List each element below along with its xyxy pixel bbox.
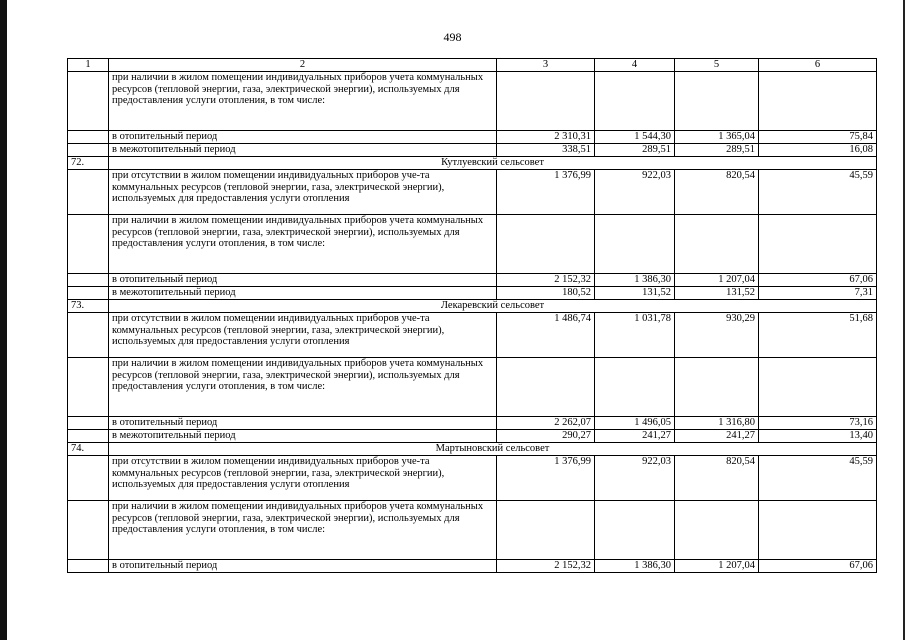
table-row	[68, 456, 877, 501]
value-cell: 73,16	[759, 417, 877, 430]
table-row	[68, 430, 877, 443]
value-cell	[675, 501, 759, 560]
indicator-cell: в отопительный период	[109, 560, 497, 573]
value-cell: 2 152,32	[497, 560, 595, 573]
value-cell: 1 376,99	[497, 456, 595, 501]
indicator-cell: в отопительный период	[109, 131, 497, 144]
value-cell: 13,40	[759, 430, 877, 443]
value-cell: 289,51	[595, 144, 675, 157]
header-cell: 5	[675, 59, 759, 72]
table-row	[68, 417, 877, 430]
section-number: 73.	[68, 300, 109, 313]
value-cell	[595, 72, 675, 131]
section-row	[68, 157, 877, 170]
value-cell: 45,59	[759, 456, 877, 501]
value-cell: 45,59	[759, 170, 877, 215]
value-cell: 1 031,78	[595, 313, 675, 358]
value-cell	[759, 72, 877, 131]
value-cell: 1 207,04	[675, 560, 759, 573]
value-cell: 922,03	[595, 456, 675, 501]
section-number: 74.	[68, 443, 109, 456]
table-row	[68, 170, 877, 215]
index-cell	[68, 131, 109, 144]
table-row	[68, 131, 877, 144]
table-row	[68, 287, 877, 300]
index-cell	[68, 72, 109, 131]
section-number: 72.	[68, 157, 109, 170]
value-cell	[595, 358, 675, 417]
indicator-cell: при отсутствии в жилом помещении индивидуальных приборов уче-та коммунальных ресурсов (тепловой энергии, газа, электрической энергии), используемых для предоставления услуги отопления	[109, 456, 497, 501]
index-cell	[68, 215, 109, 274]
value-cell: 67,06	[759, 560, 877, 573]
table-row	[68, 560, 877, 573]
value-cell: 922,03	[595, 170, 675, 215]
value-cell: 131,52	[675, 287, 759, 300]
index-cell	[68, 358, 109, 417]
header-cell: 3	[497, 59, 595, 72]
indicator-cell: в отопительный период	[109, 274, 497, 287]
value-cell: 1 486,74	[497, 313, 595, 358]
value-cell	[675, 215, 759, 274]
index-cell	[68, 560, 109, 573]
table-row	[68, 72, 877, 131]
section-row	[68, 443, 877, 456]
index-cell	[68, 456, 109, 501]
value-cell: 289,51	[675, 144, 759, 157]
tariff-table	[67, 58, 877, 573]
indicator-cell: при наличии в жилом помещении индивидуальных приборов учета коммунальных ресурсов (тепловой энергии, газа, электрической энергии), используемых для предоставления услуги отопления, в том числе:	[109, 358, 497, 417]
value-cell: 67,06	[759, 274, 877, 287]
header-cell: 1	[68, 59, 109, 72]
index-cell	[68, 417, 109, 430]
index-cell	[68, 501, 109, 560]
indicator-cell: при наличии в жилом помещении индивидуальных приборов учета коммунальных ресурсов (тепловой энергии, газа, электрической энергии), используемых для предоставления услуги отопления, в том числе:	[109, 501, 497, 560]
value-cell: 75,84	[759, 131, 877, 144]
value-cell	[497, 215, 595, 274]
value-cell: 16,08	[759, 144, 877, 157]
value-cell	[595, 501, 675, 560]
header-cell: 4	[595, 59, 675, 72]
value-cell: 1 316,80	[675, 417, 759, 430]
table-row	[68, 501, 877, 560]
indicator-cell: в межотопительный период	[109, 144, 497, 157]
section-title: Лекаревский сельсовет	[109, 300, 877, 313]
section-title: Кутлуевский сельсовет	[109, 157, 877, 170]
value-cell	[759, 358, 877, 417]
index-cell	[68, 287, 109, 300]
indicator-cell: при наличии в жилом помещении индивидуальных приборов учета коммунальных ресурсов (тепловой энергии, газа, электрической энергии), используемых для предоставления услуги отопления, в том числе:	[109, 215, 497, 274]
value-cell: 2 310,31	[497, 131, 595, 144]
index-cell	[68, 170, 109, 215]
value-cell	[675, 72, 759, 131]
value-cell	[497, 358, 595, 417]
value-cell: 1 207,04	[675, 274, 759, 287]
value-cell: 2 152,32	[497, 274, 595, 287]
value-cell	[595, 215, 675, 274]
indicator-cell: в межотопительный период	[109, 430, 497, 443]
table-row	[68, 274, 877, 287]
value-cell: 180,52	[497, 287, 595, 300]
section-row	[68, 300, 877, 313]
value-cell: 131,52	[595, 287, 675, 300]
indicator-cell: при наличии в жилом помещении индивидуальных приборов учета коммунальных ресурсов (тепловой энергии, газа, электрической энергии), используемых для предоставления услуги отопления, в том числе:	[109, 72, 497, 131]
value-cell: 338,51	[497, 144, 595, 157]
value-cell: 1 386,30	[595, 560, 675, 573]
header-cell: 6	[759, 59, 877, 72]
value-cell	[497, 501, 595, 560]
value-cell	[675, 358, 759, 417]
value-cell: 2 262,07	[497, 417, 595, 430]
header-cell: 2	[109, 59, 497, 72]
value-cell: 7,31	[759, 287, 877, 300]
scan-left-edge	[0, 0, 7, 640]
table-row	[68, 313, 877, 358]
value-cell: 820,54	[675, 456, 759, 501]
value-cell: 241,27	[595, 430, 675, 443]
value-cell	[759, 215, 877, 274]
value-cell	[759, 501, 877, 560]
section-title: Мартыновский сельсовет	[109, 443, 877, 456]
value-cell: 290,27	[497, 430, 595, 443]
table-header-row	[68, 59, 877, 72]
value-cell: 820,54	[675, 170, 759, 215]
value-cell: 1 386,30	[595, 274, 675, 287]
indicator-cell: при отсутствии в жилом помещении индивидуальных приборов уче-та коммунальных ресурсов (тепловой энергии, газа, электрической энергии), используемых для предоставления услуги отопления	[109, 313, 497, 358]
table-row	[68, 215, 877, 274]
indicator-cell: при отсутствии в жилом помещении индивидуальных приборов уче-та коммунальных ресурсов (тепловой энергии, газа, электрической энергии), используемых для предоставления услуги отопления	[109, 170, 497, 215]
indicator-cell: в межотопительный период	[109, 287, 497, 300]
index-cell	[68, 274, 109, 287]
index-cell	[68, 313, 109, 358]
page-number: 498	[443, 30, 462, 44]
table-row	[68, 144, 877, 157]
value-cell: 241,27	[675, 430, 759, 443]
index-cell	[68, 430, 109, 443]
indicator-cell: в отопительный период	[109, 417, 497, 430]
value-cell: 51,68	[759, 313, 877, 358]
value-cell	[497, 72, 595, 131]
table-row	[68, 358, 877, 417]
value-cell: 1 544,30	[595, 131, 675, 144]
value-cell: 930,29	[675, 313, 759, 358]
value-cell: 1 365,04	[675, 131, 759, 144]
index-cell	[68, 144, 109, 157]
value-cell: 1 496,05	[595, 417, 675, 430]
value-cell: 1 376,99	[497, 170, 595, 215]
